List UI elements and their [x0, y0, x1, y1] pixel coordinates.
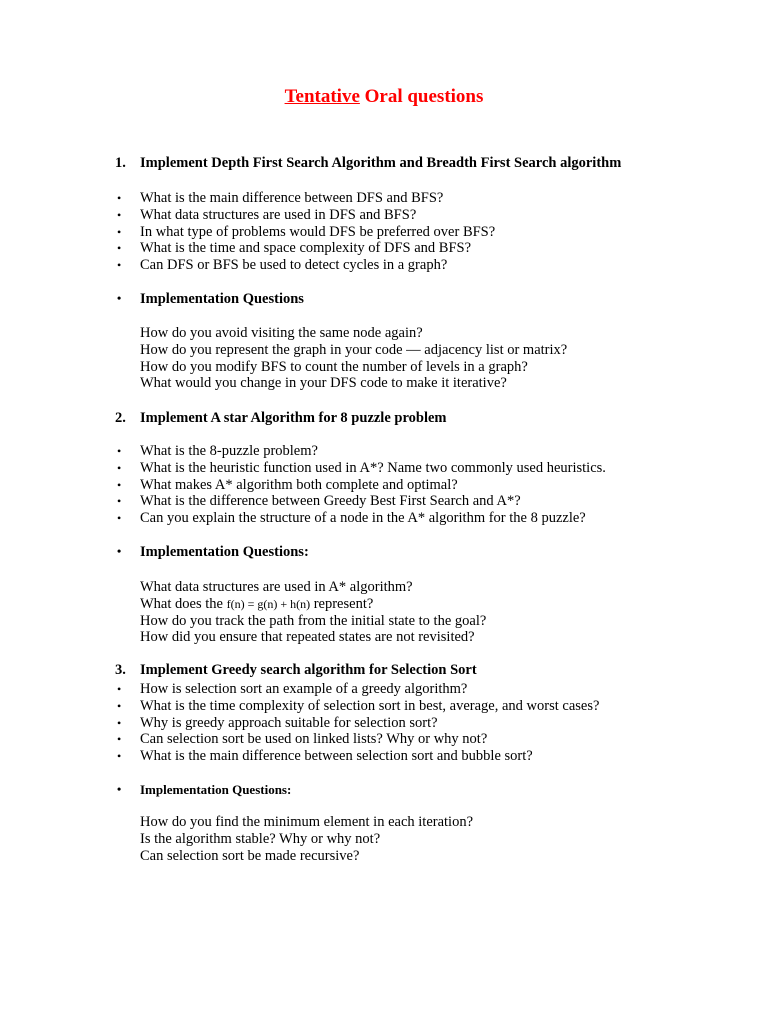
- bullet-icon: •: [117, 715, 122, 730]
- list-item: [115, 493, 606, 510]
- impl-question: How do you modify BFS to count the number of levels in a graph?: [140, 358, 528, 375]
- impl-question-formula: [140, 596, 486, 613]
- bullet-icon: •: [117, 511, 122, 526]
- list-item: [115, 190, 495, 207]
- bullet-icon: •: [117, 494, 122, 509]
- bullet-icon: •: [117, 291, 122, 305]
- bullet-icon: •: [117, 460, 122, 475]
- impl-question: What data structures are used in A* algorithm?: [140, 579, 413, 595]
- impl-question: How do you avoid visiting the same node again?: [140, 325, 423, 341]
- list-item: [115, 443, 606, 460]
- section-3-heading: [115, 662, 477, 679]
- list-item-text: What is the 8-puzzle problem?: [140, 443, 318, 459]
- bullet-icon: •: [117, 477, 122, 492]
- page-title: [0, 86, 768, 108]
- list-item-text: Why is greedy approach suitable for selection sort?: [140, 714, 438, 731]
- impl-question: How do you represent the graph in your code — adjacency list or matrix?: [140, 341, 568, 358]
- list-item: [115, 715, 599, 732]
- list-item: [115, 224, 495, 241]
- formula: f(n) = g(n) + h(n): [226, 596, 311, 611]
- section-3-title: Implement Greedy search algorithm for Selection Sort: [140, 662, 477, 678]
- section-1-impl-questions: [140, 325, 567, 392]
- impl-question: Can selection sort be made recursive?: [140, 847, 360, 864]
- section-1-bullet-list: [115, 190, 495, 274]
- title-underlined-word: Tentative: [284, 86, 360, 107]
- bullet-icon: •: [117, 682, 122, 696]
- list-item: [115, 460, 606, 477]
- section-2-heading: [115, 410, 447, 427]
- list-item: [115, 510, 606, 527]
- title-rest: Oral questions: [359, 86, 484, 107]
- bullet-icon: •: [117, 191, 122, 205]
- section-1-number: 1.: [115, 155, 126, 171]
- list-item-text: What is the main difference between selection sort and bubble sort?: [140, 748, 533, 765]
- bullet-icon: •: [117, 207, 122, 222]
- list-item-text: Can DFS or BFS be used to detect cycles in a graph?: [140, 257, 448, 274]
- list-item-text: What data structures are used in DFS and BFS?: [140, 206, 417, 223]
- list-item-text: Can you explain the structure of a node in the A* algorithm for the 8 puzzle?: [140, 510, 586, 527]
- list-item-text: What is the difference between Greedy Best First Search and A*?: [140, 493, 521, 510]
- section-2-impl-heading: [115, 544, 309, 561]
- list-item: [115, 698, 599, 715]
- bullet-icon: •: [117, 698, 122, 713]
- section-3-bullet-list: [115, 681, 599, 765]
- section-3-impl-heading: [115, 782, 291, 798]
- section-2-impl-questions: [140, 579, 486, 646]
- section-2-number: 2.: [115, 410, 126, 426]
- impl-question-suffix: represent?: [310, 595, 374, 612]
- bullet-icon: •: [117, 224, 122, 239]
- impl-question: How did you ensure that repeated states are not revisited?: [140, 629, 475, 646]
- list-item: [115, 240, 495, 257]
- section-3-number: 3.: [115, 662, 126, 678]
- list-item-text: What is the time complexity of selection sort in best, average, and worst cases?: [140, 697, 600, 714]
- impl-heading-text: Implementation Questions:: [140, 782, 292, 797]
- bullet-icon: •: [117, 241, 122, 256]
- list-item: [115, 207, 495, 224]
- impl-question-prefix: What does the: [140, 595, 227, 612]
- list-item-text: What is the time and space complexity of DFS and BFS?: [140, 240, 472, 257]
- section-1-title: Implement Depth First Search Algorithm and Breadth First Search algorithm: [140, 155, 622, 171]
- impl-question: Is the algorithm stable? Why or why not?: [140, 830, 381, 847]
- impl-heading-text: Implementation Questions:: [140, 544, 309, 560]
- list-item-text: What is the main difference between DFS and BFS?: [140, 190, 444, 206]
- list-item-text: Can selection sort be used on linked lists? Why or why not?: [140, 731, 488, 748]
- bullet-icon: •: [117, 749, 122, 764]
- list-item-text: What is the heuristic function used in A*? Name two commonly used heuristics.: [140, 459, 606, 476]
- bullet-icon: •: [117, 444, 122, 458]
- impl-heading-text: Implementation Questions: [140, 291, 304, 307]
- section-2-bullet-list: [115, 443, 606, 527]
- impl-question: How do you track the path from the initial state to the goal?: [140, 612, 487, 629]
- list-item: [115, 477, 606, 494]
- list-item: [115, 731, 599, 748]
- bullet-icon: •: [117, 782, 122, 796]
- section-3-impl-questions: [140, 814, 473, 864]
- section-1-heading: [115, 155, 621, 172]
- bullet-icon: •: [117, 544, 122, 558]
- list-item: [115, 257, 495, 274]
- list-item: [115, 681, 599, 698]
- list-item: [115, 748, 599, 765]
- bullet-icon: •: [117, 732, 122, 747]
- impl-question: How do you find the minimum element in each iteration?: [140, 814, 474, 830]
- section-1-impl-heading: [115, 291, 304, 308]
- list-item-text: In what type of problems would DFS be preferred over BFS?: [140, 223, 496, 240]
- impl-question: What would you change in your DFS code to make it iterative?: [140, 375, 507, 392]
- bullet-icon: •: [117, 258, 122, 273]
- list-item-text: How is selection sort an example of a greedy algorithm?: [140, 681, 468, 697]
- list-item-text: What makes A* algorithm both complete and optimal?: [140, 476, 458, 493]
- section-2-title: Implement A star Algorithm for 8 puzzle problem: [140, 410, 447, 426]
